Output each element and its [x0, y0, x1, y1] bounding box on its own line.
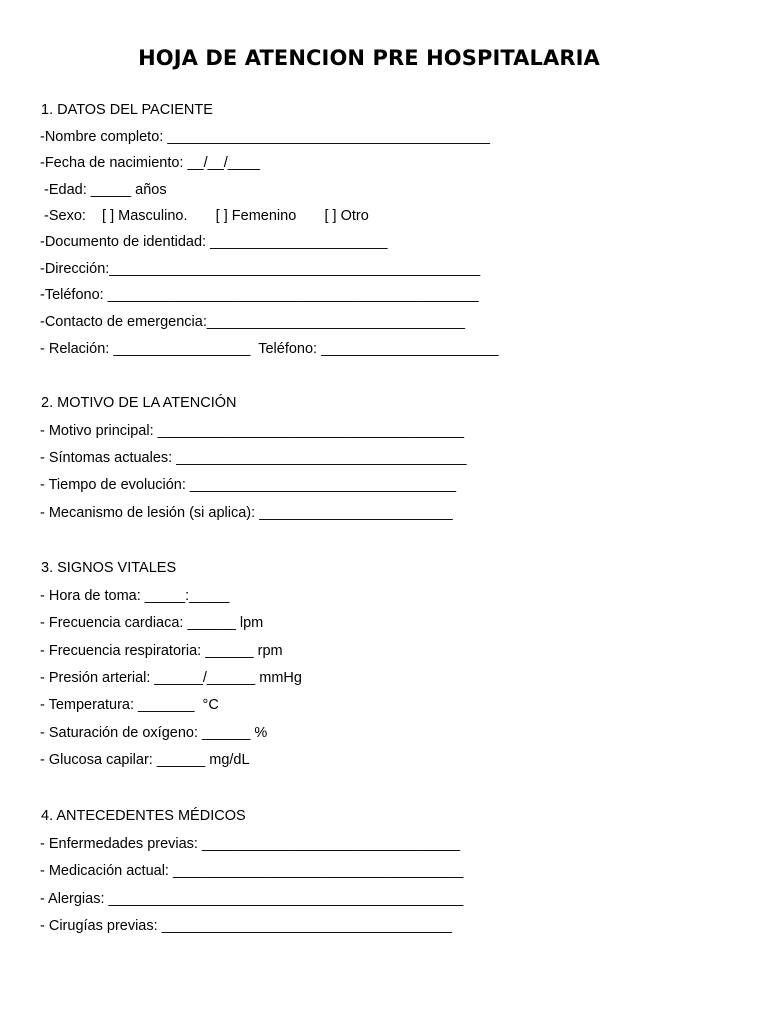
field-mecanismo-lesion[interactable]: - Mecanismo de lesión (si aplica): ________________________	[40, 505, 453, 521]
form-title: HOJA DE ATENCION PRE HOSPITALARIA	[138, 46, 600, 70]
field-temperatura[interactable]: - Temperatura: _______ °C	[40, 697, 219, 713]
field-medicacion-actual[interactable]: - Medicación actual: ____________________________________	[40, 863, 464, 879]
field-glucosa-capilar[interactable]: - Glucosa capilar: ______ mg/dL	[40, 752, 250, 768]
field-fecha-nacimiento[interactable]: -Fecha de nacimiento: __/__/____	[40, 155, 261, 171]
field-frecuencia-cardiaca[interactable]: - Frecuencia cardiaca: ______ lpm	[40, 615, 264, 631]
field-contacto-emergencia[interactable]: -Contacto de emergencia:________________________________	[40, 314, 465, 330]
field-documento-identidad[interactable]: -Documento de identidad: ______________________	[40, 234, 388, 250]
section-heading-signos-vitales: 3. SIGNOS VITALES	[41, 560, 177, 576]
field-telefono[interactable]: -Teléfono: ______________________________________________	[40, 287, 479, 303]
field-sintomas-actuales[interactable]: - Síntomas actuales: ____________________________________	[40, 450, 467, 466]
section-heading-datos-paciente: 1. DATOS DEL PACIENTE	[41, 102, 213, 118]
field-cirugias-previas[interactable]: - Cirugías previas: ____________________________________	[40, 918, 452, 934]
section-heading-antecedentes-medicos: 4. ANTECEDENTES MÉDICOS	[41, 808, 246, 824]
field-sexo[interactable]: -Sexo: [ ] Masculino. [ ] Femenino [ ] Otro	[40, 208, 369, 224]
field-edad[interactable]: -Edad: _____ años	[40, 182, 167, 198]
section-heading-motivo-atencion: 2. MOTIVO DE LA ATENCIÓN	[41, 395, 237, 411]
field-direccion[interactable]: -Dirección:______________________________________________	[40, 261, 481, 277]
field-relacion-telefono[interactable]: - Relación: _________________ Teléfono: ______________________	[40, 341, 499, 357]
field-presion-arterial[interactable]: - Presión arterial: ______/______ mmHg	[40, 670, 302, 686]
field-tiempo-evolucion[interactable]: - Tiempo de evolución: _________________________________	[40, 477, 457, 493]
field-hora-toma[interactable]: - Hora de toma: _____:_____	[40, 588, 230, 604]
field-saturacion-oxigeno[interactable]: - Saturación de oxígeno: ______ %	[40, 725, 268, 741]
field-alergias[interactable]: - Alergias: ____________________________________________	[40, 891, 464, 907]
field-motivo-principal[interactable]: - Motivo principal: ______________________________________	[40, 423, 465, 439]
field-enfermedades-previas[interactable]: - Enfermedades previas: ________________________________	[40, 836, 461, 852]
field-nombre-completo[interactable]: -Nombre completo: ________________________________________	[40, 129, 490, 145]
field-frecuencia-respiratoria[interactable]: - Frecuencia respiratoria: ______ rpm	[40, 643, 283, 659]
